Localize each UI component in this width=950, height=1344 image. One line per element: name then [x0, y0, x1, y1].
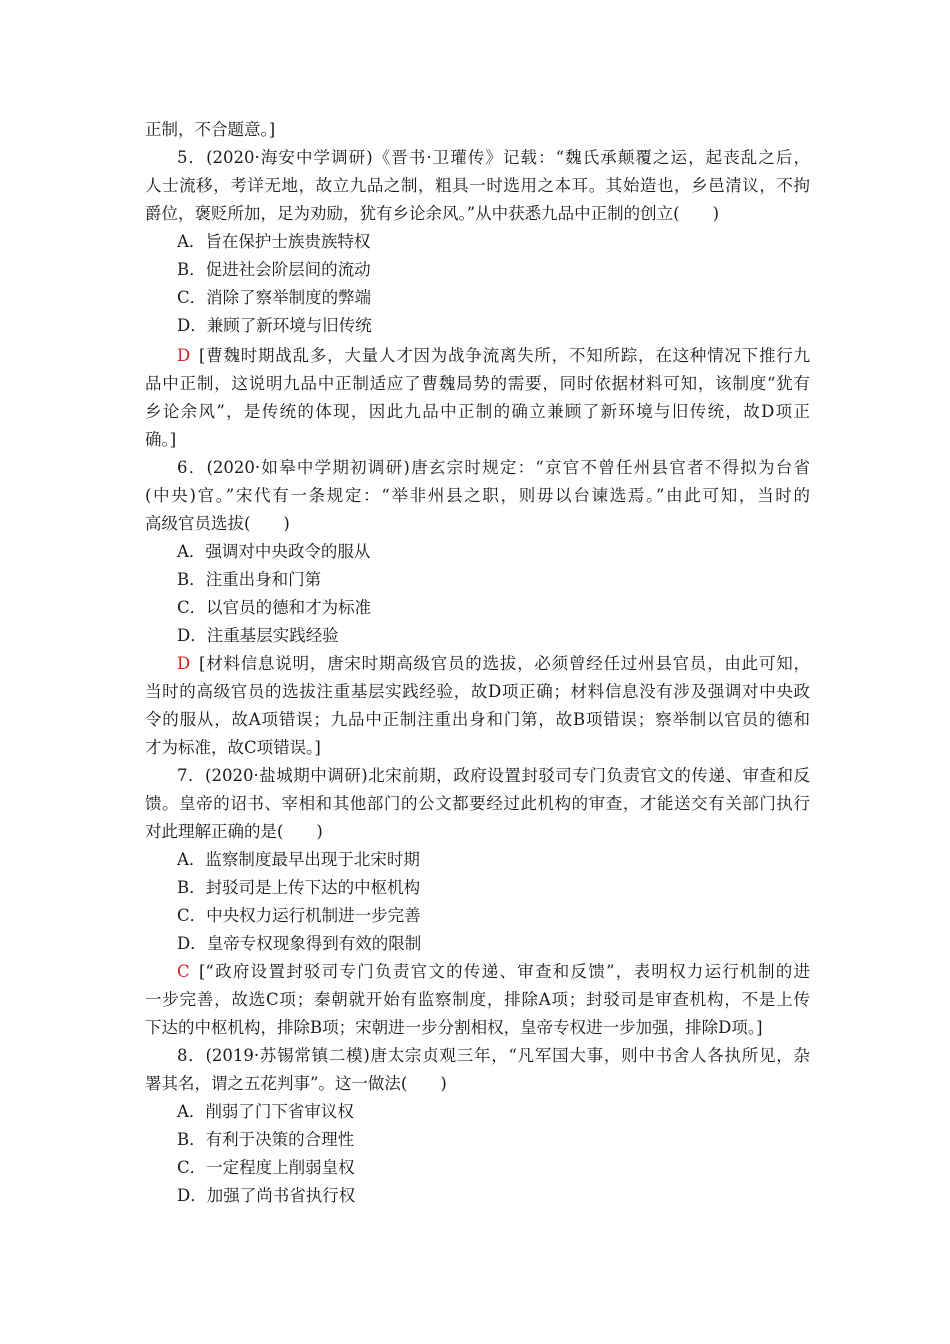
- answer-letter: C: [177, 962, 190, 981]
- question-6-explanation-line: [材料信息说明，唐宋时期高级官员的选拔，必须曾经任过州县官员，由此可知，: [199, 654, 810, 673]
- answer-letter: D: [177, 654, 191, 673]
- question-5-option-c: C．消除了察举制度的弊端: [177, 288, 372, 307]
- question-8-option-b: B．有利于决策的合理性: [177, 1130, 355, 1149]
- question-6-explanation-line: 令的服从，故A项错误；九品中正制注重出身和门第，故B项错误；察举制以官员的德和: [145, 710, 810, 729]
- answer-letter: D: [177, 346, 191, 365]
- question-5-stem-line: 爵位，褒贬所加，足为劝励，犹有乡论余风。”从中获悉九品中正制的创立( ): [145, 204, 720, 223]
- question-7-explanation-line: 一步完善，故选C项；秦朝就开始有监察制度，排除A项；封驳司是审查机构，不是上传: [145, 990, 810, 1009]
- question-6-explanation-line: 当时的高级官员的选拔注重基层实践经验，故D项正确；材料信息没有涉及强调对中央政: [145, 682, 810, 701]
- question-5-option-b: B．促进社会阶层间的流动: [177, 260, 371, 279]
- text-line: 正制，不合题意。]: [145, 120, 276, 139]
- question-5-explanation-line: 乡论余风”，是传统的体现，因此九品中正制的确立兼顾了新环境与旧传统，故D项正: [145, 402, 810, 421]
- question-7-explanation-line: [“政府设置封驳司专门负责官文的传递、审查和反馈”，表明权力运行机制的进: [199, 962, 810, 981]
- question-8-stem-line: 8．(2019·苏锡常镇二模)唐太宗贞观三年，“凡军国大事，则中书舍人各执所见，杂: [177, 1046, 810, 1065]
- question-6-answer: [177, 650, 191, 678]
- question-7-stem-line: 7．(2020·盐城期中调研)北宋前期，政府设置封驳司专门负责官文的传递、审查和反: [177, 766, 810, 785]
- question-6-option-d: D．注重基层实践经验: [177, 626, 339, 645]
- question-5-answer: [177, 342, 191, 370]
- question-8-option-d: D．加强了尚书省执行权: [177, 1186, 356, 1205]
- question-8-option-c: C．一定程度上削弱皇权: [177, 1158, 355, 1177]
- question-7-option-a: A．监察制度最早出现于北宋时期: [177, 850, 420, 869]
- question-6-option-b: B．注重出身和门第: [177, 570, 322, 589]
- question-7-option-b: B．封驳司是上传下达的中枢机构: [177, 878, 421, 897]
- question-7-explanation-line: 下达的中枢机构，排除B项；宋朝进一步分割相权，皇帝专权进一步加强，排除D项。]: [145, 1018, 763, 1037]
- question-6-stem-line: 6．(2020·如皋中学期初调研)唐玄宗时规定：“京官不曾任州县官者不得拟为台省: [177, 458, 810, 477]
- question-6-stem-line: 高级官员选拔( ): [145, 514, 290, 533]
- question-6-option-c: C．以官员的德和才为标准: [177, 598, 372, 617]
- question-7-answer: [177, 958, 191, 986]
- question-6-explanation-line: 才为标准，故C项错误。]: [145, 738, 321, 757]
- question-5-stem-line: 5．(2020·海安中学调研)《晋书·卫瓘传》记载：“魏氏承颠覆之运，起丧乱之后，: [177, 148, 810, 167]
- question-8-stem-line: 署其名，谓之五花判事”。这一做法( ): [145, 1074, 447, 1093]
- question-5-option-d: D．兼顾了新环境与旧传统: [177, 316, 372, 335]
- question-5-explanation-line: [曹魏时期战乱多，大量人才因为战争流离失所，不知所踪，在这种情况下推行九: [199, 346, 810, 365]
- question-7-stem-line: 馈。皇帝的诏书、宰相和其他部门的公文都要经过此机构的审查，才能送交有关部门执行: [145, 794, 810, 813]
- question-5-explanation-line: 品中正制，这说明九品中正制适应了曹魏局势的需要，同时依据材料可知，该制度“犹有: [145, 374, 810, 393]
- question-6-stem-line: (中央)官。”宋代有一条规定：“举非州县之职，则毋以台谏选焉。”由此可知，当时的: [145, 486, 810, 505]
- question-6-option-a: A．强调对中央政令的服从: [177, 542, 371, 561]
- question-8-option-a: A．削弱了门下省审议权: [177, 1102, 354, 1121]
- question-7-stem-line: 对此理解正确的是( ): [145, 822, 323, 841]
- question-7-option-d: D．皇帝专权现象得到有效的限制: [177, 934, 422, 953]
- question-5-option-a: A．旨在保护士族贵族特权: [177, 232, 371, 251]
- question-5-stem-line: 人士流移，考详无地，故立九品之制，粗具一时选用之本耳。其始造也，乡邑清议，不拘: [145, 176, 810, 195]
- question-5-explanation-line: 确。]: [145, 430, 177, 449]
- question-7-option-c: C．中央权力运行机制进一步完善: [177, 906, 421, 925]
